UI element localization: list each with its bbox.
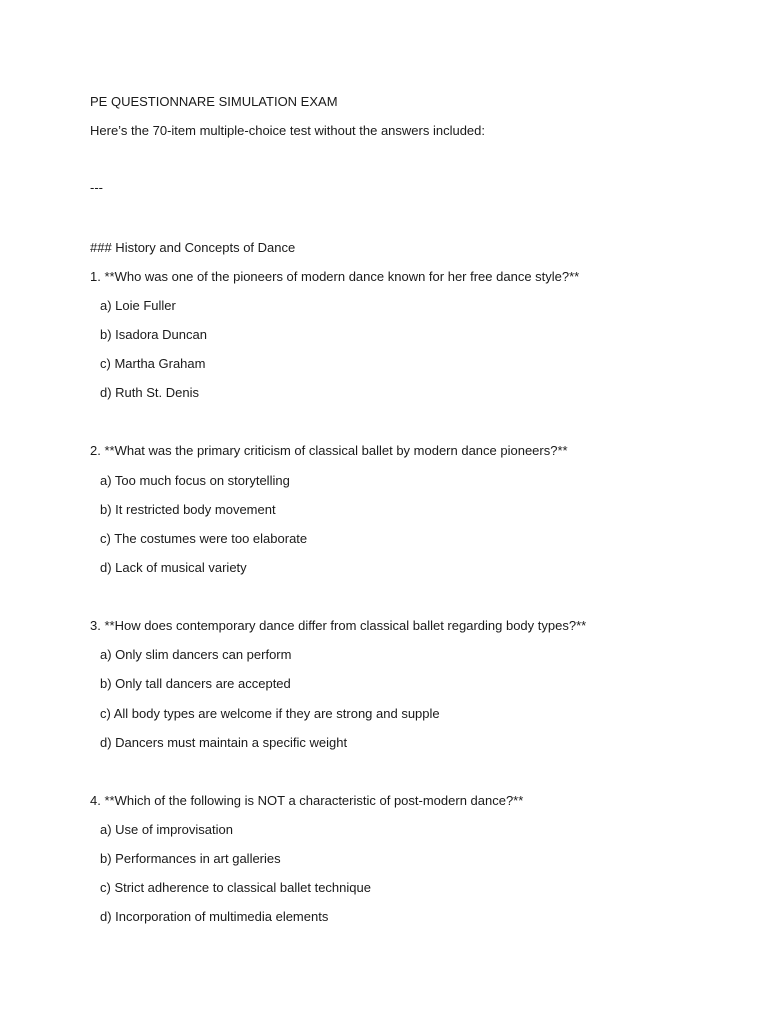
question-4-option-c: c) Strict adherence to classical ballet technique — [100, 880, 371, 895]
question-2-option-d: d) Lack of musical variety — [100, 560, 247, 575]
question-4-option-d: d) Incorporation of multimedia elements — [100, 909, 329, 924]
question-2-option-b: b) It restricted body movement — [100, 502, 276, 517]
question-2-text: 2. **What was the primary criticism of classical ballet by modern dance pioneers?** — [90, 443, 568, 458]
question-3-option-c: c) All body types are welcome if they are strong and supple — [100, 706, 440, 721]
document-title: PE QUESTIONNARE SIMULATION EXAM — [90, 94, 338, 109]
question-3-option-d: d) Dancers must maintain a specific weight — [100, 735, 348, 750]
question-1-option-d: d) Ruth St. Denis — [100, 385, 199, 400]
section-heading: ### History and Concepts of Dance — [90, 240, 296, 255]
question-1-text: 1. **Who was one of the pioneers of modern dance known for her free dance style?** — [90, 269, 580, 284]
question-3-option-b: b) Only tall dancers are accepted — [100, 676, 291, 691]
question-4-option-b: b) Performances in art galleries — [100, 851, 281, 866]
separator: --- — [90, 180, 103, 195]
question-1-option-a: a) Loie Fuller — [100, 298, 176, 313]
question-1-option-b: b) Isadora Duncan — [100, 327, 207, 342]
question-3-option-a: a) Only slim dancers can perform — [100, 647, 292, 662]
question-2-option-c: c) The costumes were too elaborate — [100, 531, 308, 546]
question-3-text: 3. **How does contemporary dance differ from classical ballet regarding body types?** — [90, 618, 587, 633]
intro-text: Here’s the 70-item multiple-choice test without the answers included: — [90, 123, 486, 138]
question-4-option-a: a) Use of improvisation — [100, 822, 233, 837]
question-2-option-a: a) Too much focus on storytelling — [100, 473, 290, 488]
question-1-option-c: c) Martha Graham — [100, 356, 206, 371]
question-4-text: 4. **Which of the following is NOT a characteristic of post-modern dance?** — [90, 793, 524, 808]
